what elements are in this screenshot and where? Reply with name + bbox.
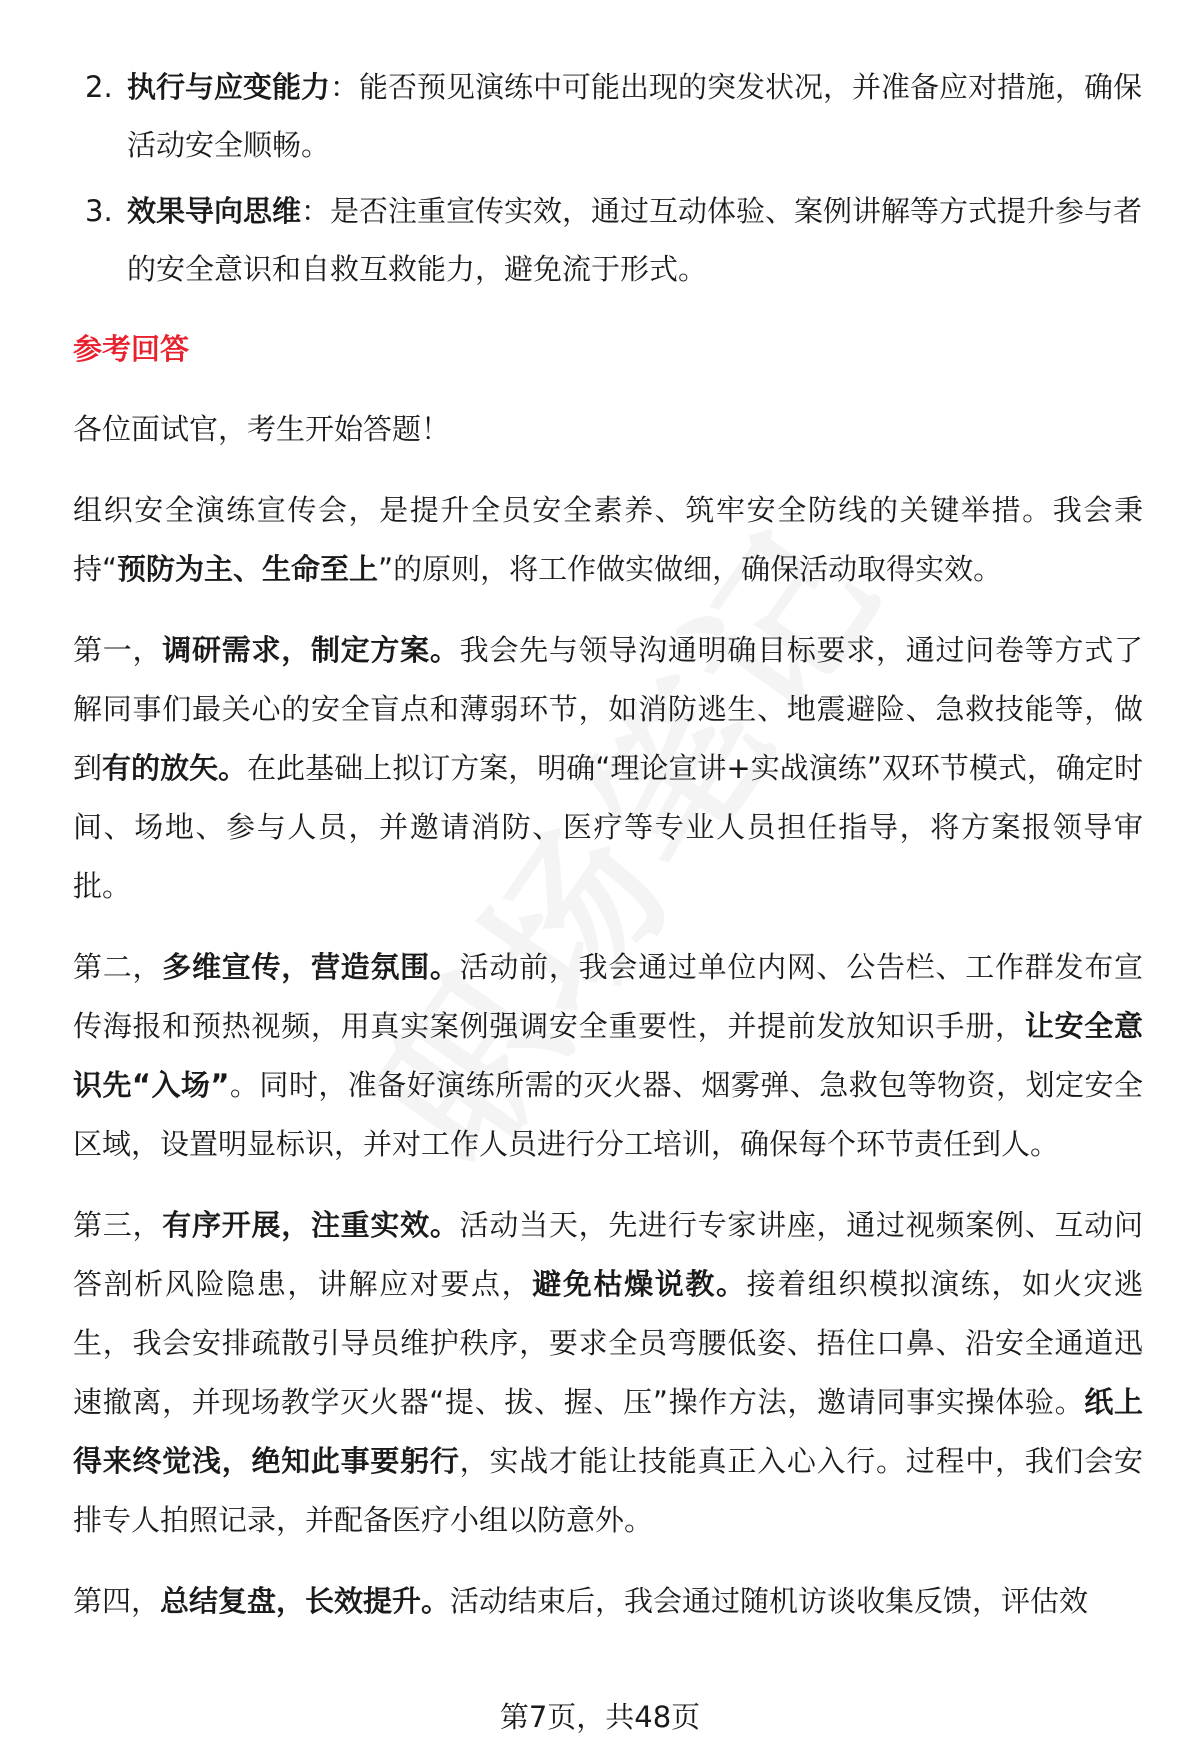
list-item-title: 效果导向思维: [127, 194, 302, 228]
intro-paragraph: [73, 481, 1143, 599]
intro-text: 组织安全演练宣传会，是提升全员安全素养、筑牢安全防线的关键举措。我会秉持“: [73, 493, 1143, 586]
page-content: [73, 58, 1143, 1631]
list-item: [73, 182, 1143, 298]
paragraph-second: [73, 938, 1143, 1174]
paragraph-bold: 让安全意识先“入场”: [73, 1009, 1143, 1102]
reference-answer-heading: 参考回答: [73, 332, 190, 366]
paragraph-text: 活动当天，先进行专家讲座，通过视频案例、互动问答剖析风险隐患，讲解应对要点，: [73, 1208, 1143, 1301]
paragraph-bold: 有序开展，注重实效。: [162, 1208, 460, 1242]
paragraph-text: 。同时，准备好演练所需的灭火器、烟雾弹、急救包等物资，划定安全区域，设置明显标识，并对工作人员进行分工培训，确保每个环节责任到人。: [73, 1068, 1143, 1161]
paragraph-lead: 第三，: [73, 1208, 163, 1242]
list-item-text: ：能否预见演练中可能出现的突发状况，并准备应对措施，确保活动安全顺畅。: [127, 70, 1143, 162]
paragraph-text: ，实战才能让技能真正入心入行。过程中，我们会安排专人拍照记录，并配备医疗小组以防意外。: [73, 1444, 1143, 1537]
list-item-text: ：是否注重宣传实效，通过互动体验、案例讲解等方式提升参与者的安全意识和自救互救能力，避免流于形式。: [127, 194, 1143, 286]
paragraph-text: 接着组织模拟演练，如火灾逃生，我会安排疏散引导员维护秩序，要求全员弯腰低姿、捂住口鼻、沿安全通道迅速撤离，并现场教学灭火器“提、拔、握、压”操作方法，邀请同事实操体验。: [73, 1267, 1143, 1419]
paragraph-bold: 有的放矢。: [102, 751, 248, 785]
list-item: [73, 58, 1143, 174]
intro-bold: 预防为主、生命至上: [117, 552, 379, 586]
paragraph-text: 活动前，我会通过单位内网、公告栏、工作群发布宣传海报和预热视频，用真实案例强调安全重要性，并提前发放知识手册，: [73, 950, 1143, 1043]
list-number: 2.: [85, 70, 113, 104]
paragraph-lead: 第四，: [73, 1584, 161, 1618]
greeting-paragraph: 各位面试官，考生开始答题！: [73, 412, 451, 446]
paragraph-text: 我会先与领导沟通明确目标要求，通过问卷等方式了解同事们最关心的安全盲点和薄弱环节，如消防逃生、地震避险、急救技能等，做到: [73, 633, 1143, 785]
paragraph-bold: 总结复盘，长效提升。: [160, 1584, 451, 1618]
page-number-footer: 第7页，共48页: [499, 1700, 701, 1734]
paragraph-bold: 纸上得来终觉浅，绝知此事要躬行: [73, 1385, 1143, 1478]
paragraph-fourth: [73, 1572, 1143, 1631]
paragraph-lead: 第二，: [73, 950, 163, 984]
paragraph-third: [73, 1196, 1143, 1550]
paragraph-lead: 第一，: [73, 633, 163, 667]
intro-text: ”的原则，将工作做实做细，确保活动取得实效。: [378, 552, 1003, 586]
list-item-title: 执行与应变能力: [127, 70, 331, 104]
paragraph-first: [73, 621, 1143, 916]
paragraph-text: 在此基础上拟订方案，明确“理论宣讲+实战演练”双环节模式，确定时间、场地、参与人员，并邀请消防、医疗等专业人员担任指导，将方案报领导审批。: [73, 751, 1143, 903]
list-number: 3.: [85, 194, 113, 228]
paragraph-bold: 多维宣传，营造氛围。: [162, 950, 460, 984]
paragraph-text: 活动结束后，我会通过随机访谈收集反馈，评估效: [450, 1584, 1089, 1618]
paragraph-bold: 调研需求，制定方案。: [162, 633, 460, 667]
paragraph-bold: 避免枯燥说教。: [532, 1267, 747, 1301]
